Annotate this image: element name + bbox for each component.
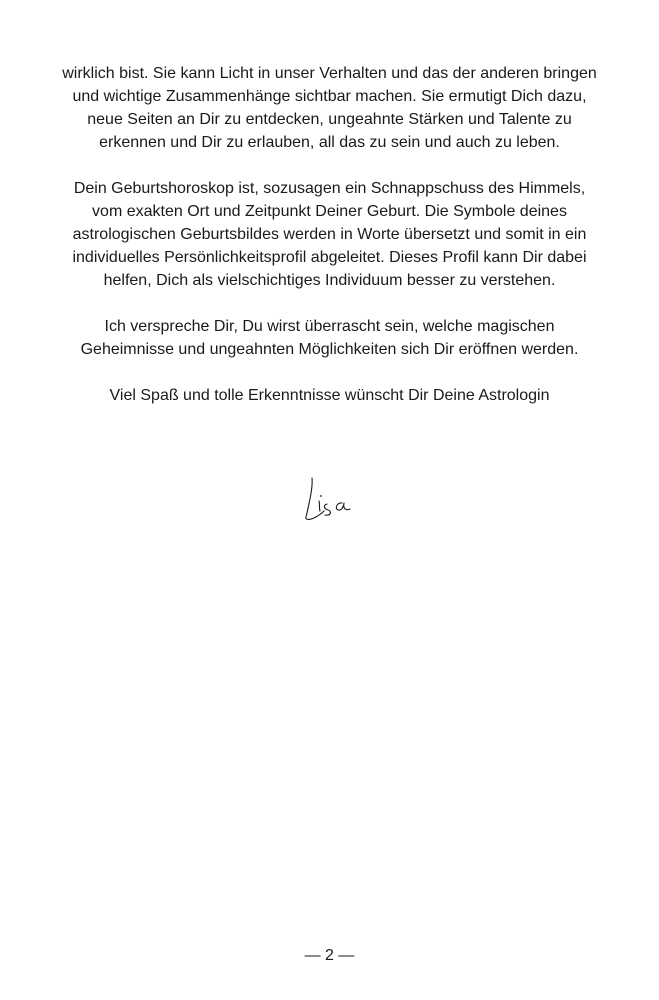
paragraph-birth-chart: Dein Geburtshoroskop ist, sozusagen ein Schnappschuss des Himmels, vom exakten Ort und Zeitpunkt Deiner Geburt. Die Symbole deines astrologischen Geburtsbildes werden in Worte übersetzt und somit in ein individuelles Persönlichkeitsprofil abgeleitet. Dieses Profil kann Dir dabei helfen, Dich als vielschichtiges Individuum besser zu verstehen. [72,180,587,289]
handwritten-signature [297,474,363,524]
letter-body [58,62,601,430]
paragraph-intro-continued: wirklich bist. Sie kann Licht in unser Verhalten und das der anderen bringen und wichtige Zusammenhänge sichtbar machen. Sie ermutigt Dich dazu, neue Seiten an Dir zu entdecken, ungeahnte Stärken und Talente zu erkennen und Dir zu erlauben, all das zu sein und auch zu leben. [62,65,597,151]
page-number: — 2 — [304,947,355,964]
paragraph-closing: Viel Spaß und tolle Erkenntnisse wünscht Dir Deine Astrologin [109,387,550,404]
paragraph-promise: Ich verspreche Dir, Du wirst überrascht sein, welche magischen Geheimnisse und ungeahnten Möglichkeiten sich Dir eröffnen werden. [80,318,579,358]
